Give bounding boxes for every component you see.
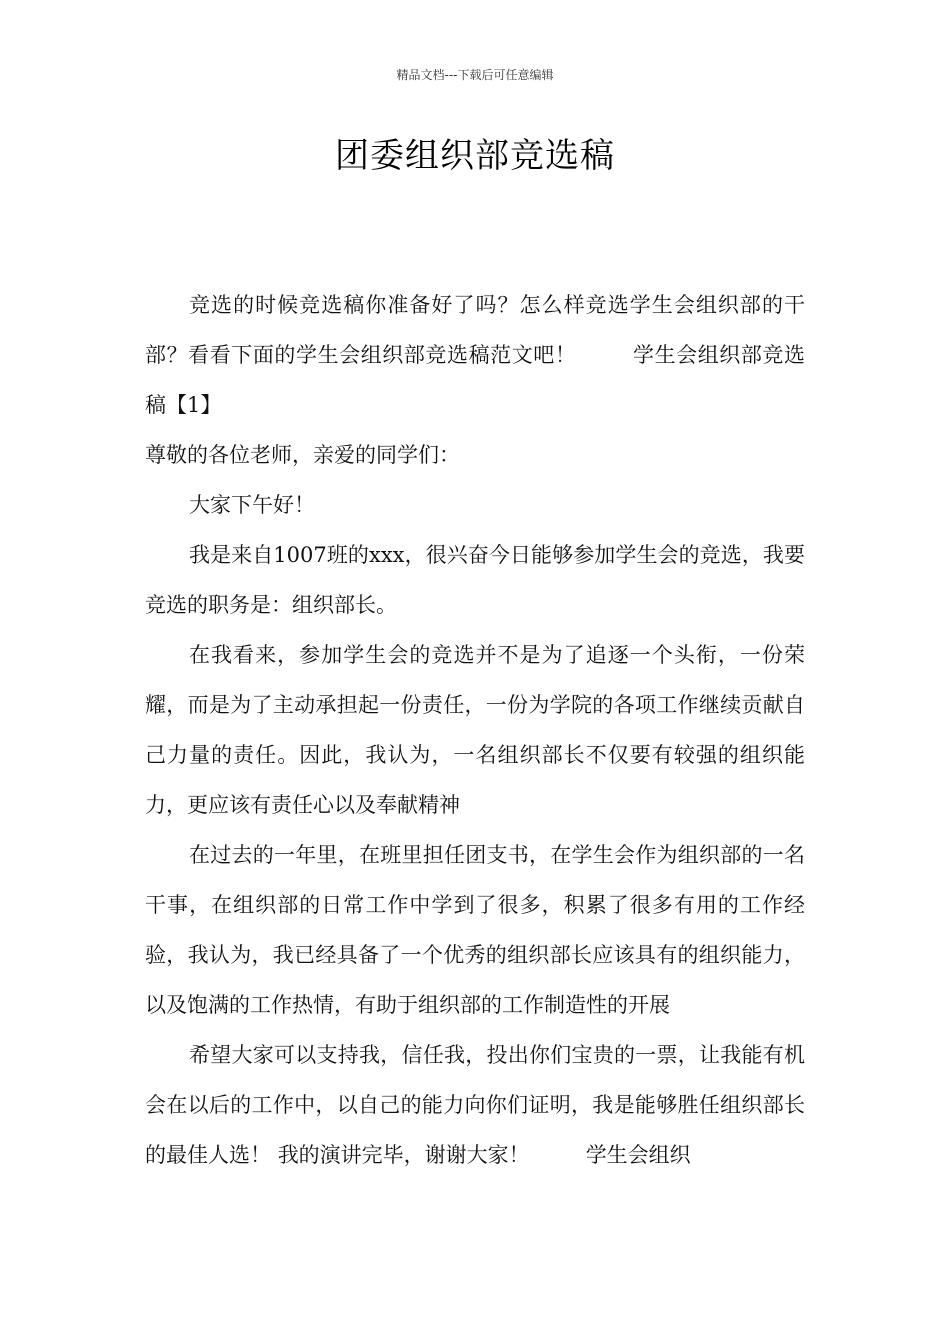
closing-text: 希望大家可以支持我，信任我，投出你们宝贵的一票，让我能有机会在以后的工作中，以自己的能力向你们证明，我是能够胜任组织部长的最佳人选！ <box>145 1043 805 1167</box>
header-note: 精品文档---下载后可任意编辑 <box>396 68 554 82</box>
next-heading: 学生会组织 <box>585 1143 691 1167</box>
paragraph-intro <box>145 280 805 430</box>
paragraph-closing <box>145 1030 805 1180</box>
closing-thanks: 我的演讲完毕，谢谢大家！ <box>277 1143 530 1167</box>
paragraph-salutation: 尊敬的各位老师，亲爱的同学们： <box>145 443 460 467</box>
paragraph-view: 在我看来，参加学生会的竞选并不是为了追逐一个头衔，一份荣耀，而是为了主动承担起一份责任，一份为学院的各项工作继续贡献自己力量的责任。因此，我认为，一名组织部长不仅要有较强的组织能力，更应该有责任心以及奉献精神 <box>145 643 805 817</box>
paragraph-self-intro: 我是来自1007班的xxx，很兴奋今日能够参加学生会的竞选，我要竞选的职务是：组织部长。 <box>145 543 805 617</box>
paragraph-greeting: 大家下午好！ <box>189 493 315 517</box>
document-title: 团委组织部竞选稿 <box>335 136 615 176</box>
document-body <box>145 280 805 1180</box>
intro-text: 竞选的时候竞选稿你准备好了吗？怎么样竞选学生会组织部的干部？看看下面的学生会组织部竞选稿范文吧！ <box>145 293 805 367</box>
section-heading: 学生会组织部竞选稿【1】 <box>145 343 806 417</box>
paragraph-experience: 在过去的一年里，在班里担任团支书，在学生会作为组织部的一名干事，在组织部的日常工作中学到了很多，积累了很多有用的工作经验，我认为，我已经具备了一个优秀的组织部长应该具有的组织能力，以及饱满的工作热情，有助于组织部的工作制造性的开展 <box>145 843 805 1017</box>
